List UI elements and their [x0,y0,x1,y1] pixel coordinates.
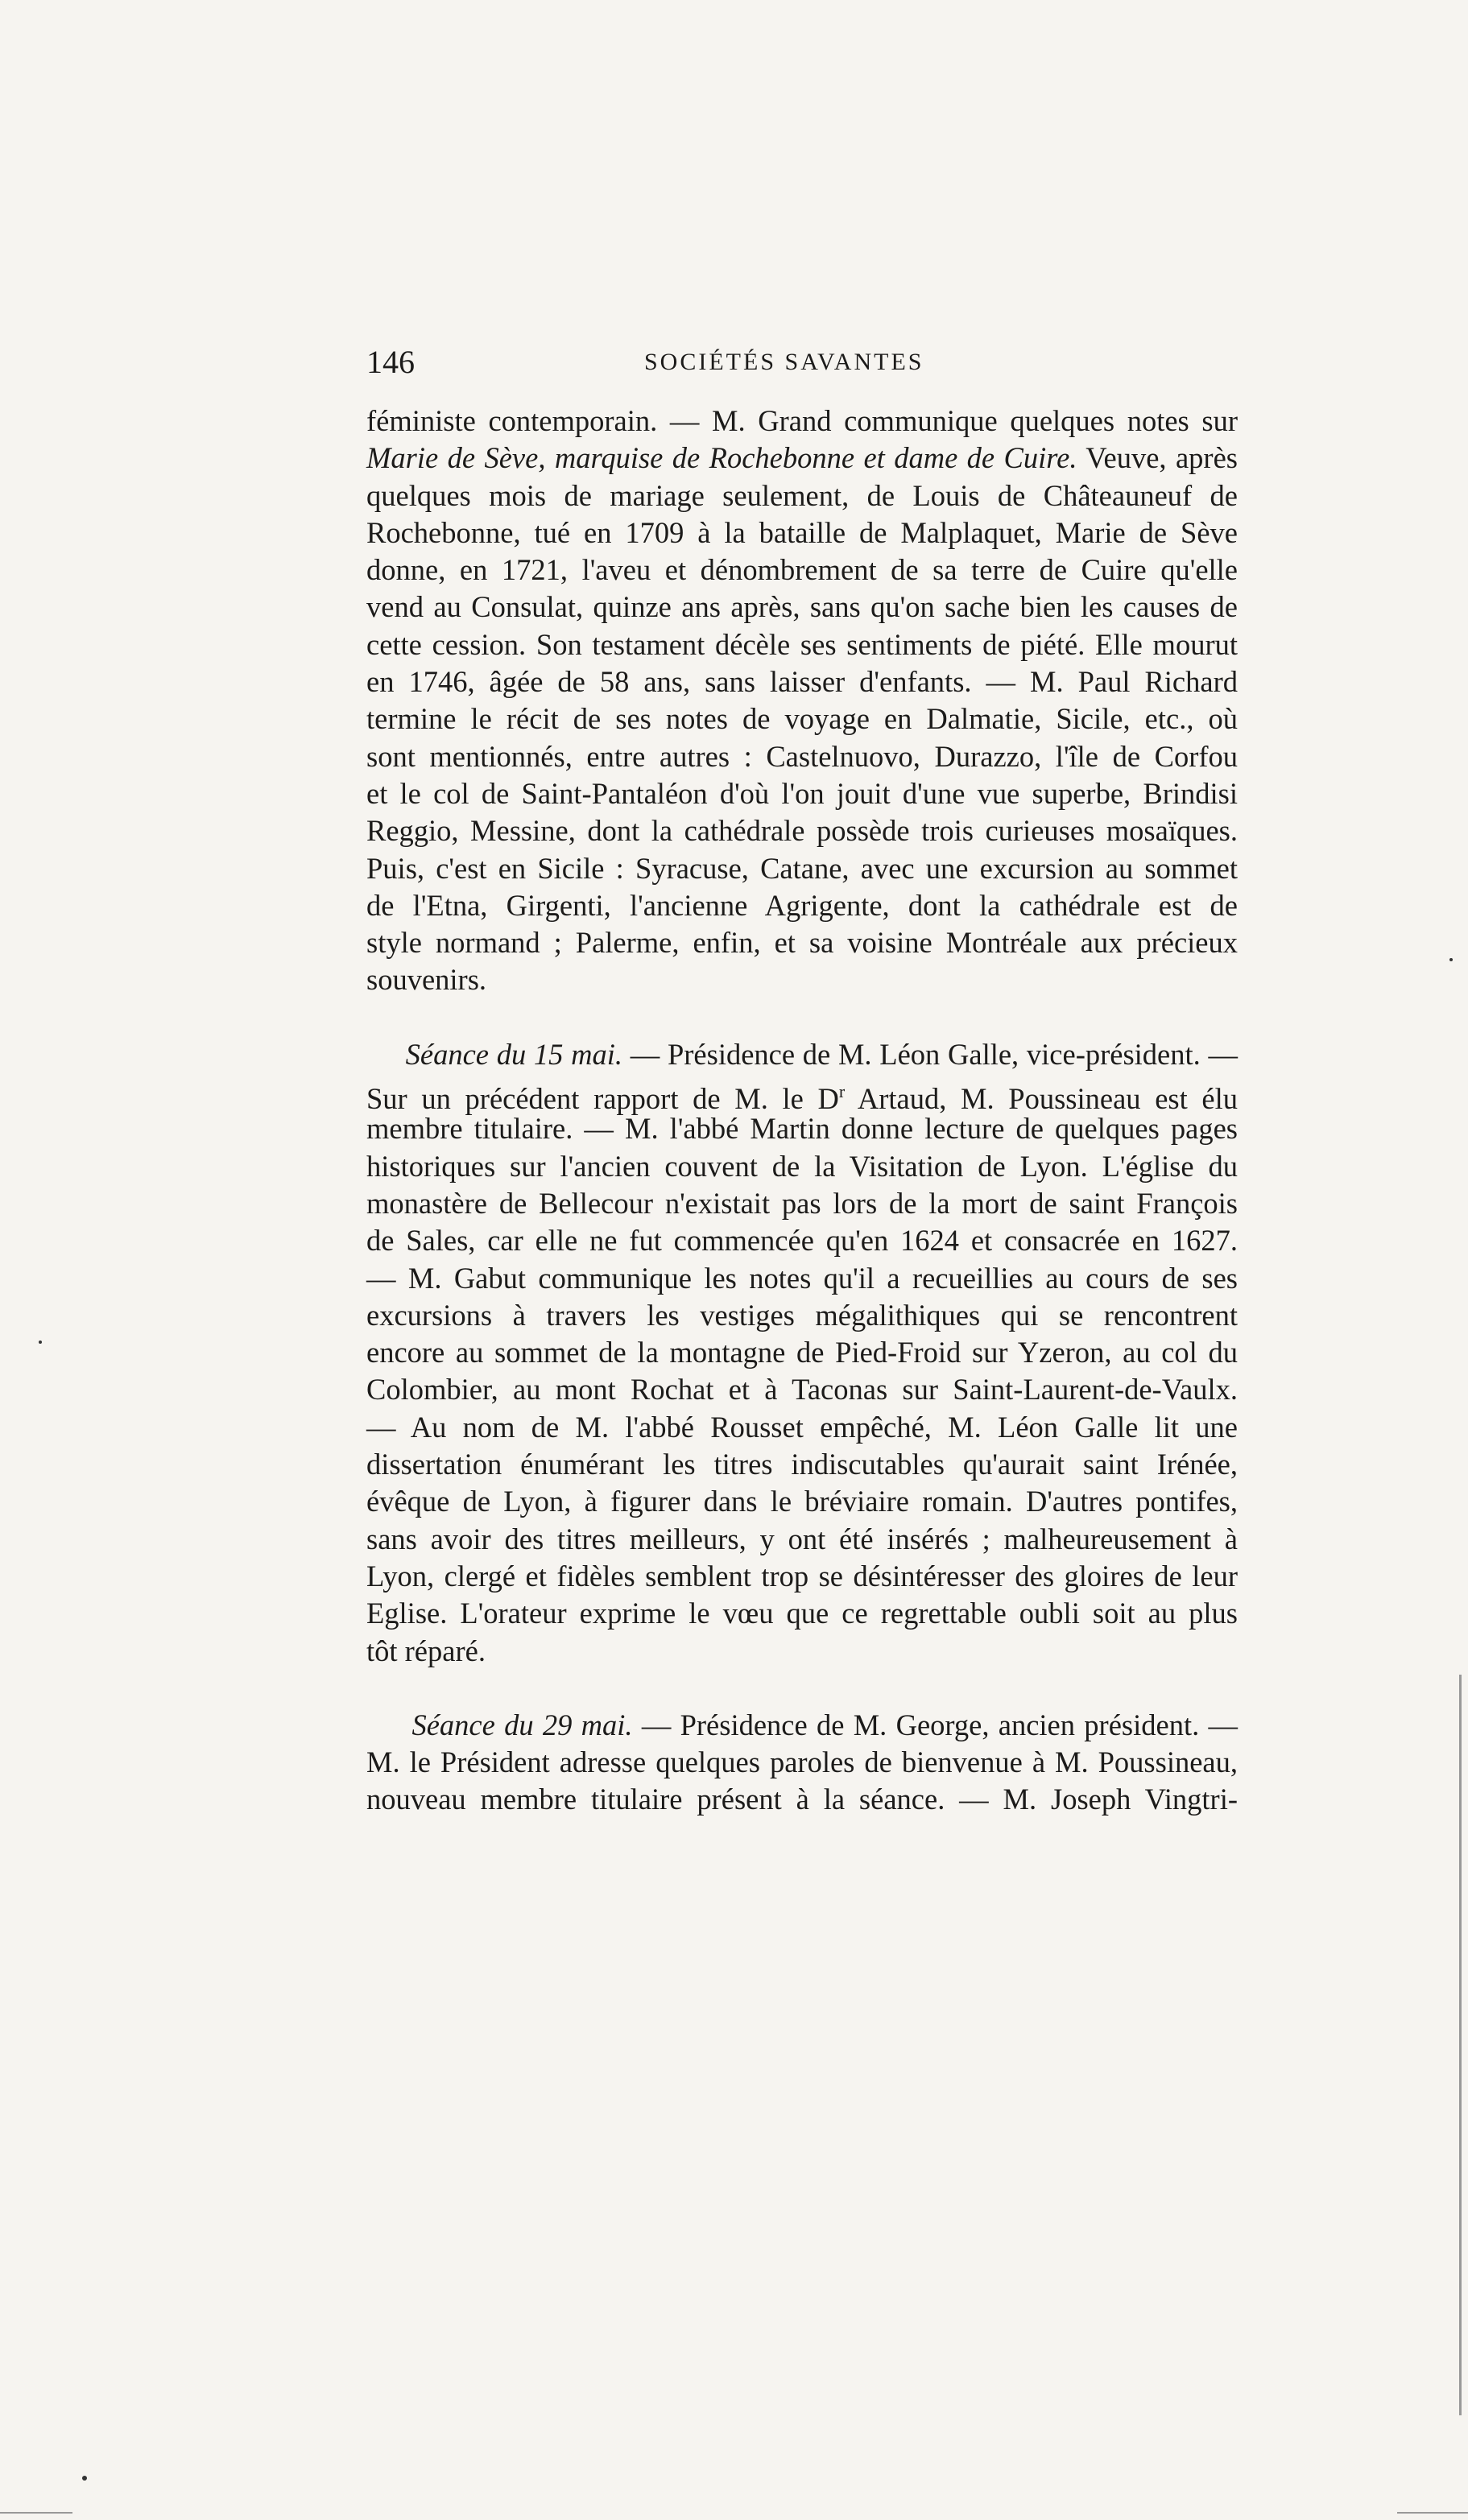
text-line: encore au sommet de la montagne de Pied-Froid sur Yzeron, au col du [366,1336,1238,1369]
text-fragment: — Présidence de M. George, ancien président. — [632,1708,1238,1741]
text-line: quelques mois de mariage seulement, de Louis de Châteauneuf de [366,478,1238,512]
scan-edge-line [1397,2512,1468,2514]
text-fragment: — Présidence de M. Léon Galle, vice-président. — [622,1037,1238,1071]
text-line: dissertation énumérant les titres indiscutables qu'aurait saint Irénée, [366,1448,1238,1481]
italic-title: Marie de Sève, marquise de Rochebonne et dame de Cuire. [366,441,1077,475]
text-line: évêque de Lyon, à figurer dans le bréviaire romain. D'autres pontifes, [366,1485,1238,1518]
paragraph-3 [366,1707,1238,1819]
text-line: Puis, c'est en Sicile : Syracuse, Catane, avec une excursion au sommet [366,851,1238,885]
body-text [366,403,1238,1819]
text-line: féministe contemporain. — M. Grand communique quelques notes sur [366,404,1238,437]
running-head: SOCIÉTÉS SAVANTES [644,349,924,375]
paragraph-gap [366,1670,1238,1707]
text-line: Eglise. L'orateur exprime le vœu que ce regrettable oubli soit au plus [366,1597,1238,1630]
text-line: Reggio, Messine, dont la cathédrale possède trois curieuses mosaïques. [366,814,1238,848]
paragraph-gap [366,999,1238,1036]
scan-speck [82,2476,87,2481]
text-line: vend au Consulat, quinze ans après, sans qu'on sache bien les causes de [366,590,1238,624]
text-line: Rochebonne, tué en 1709 à la bataille de Malplaquet, Marie de Sève [366,515,1238,549]
text-line: sont mentionnés, entre autres : Castelnuovo, Durazzo, l'île de Corfou [366,739,1238,773]
scan-edge-line [1459,1675,1462,2415]
text-line: souvenirs. [366,963,487,997]
paragraph-2 [366,1036,1238,1670]
text-fragment: Veuve, après [1077,441,1238,475]
superscript: r [838,1081,846,1102]
text-line: excursions à travers les vestiges mégalithiques qui se rencontrent [366,1298,1238,1332]
text-fragment: Sur un précédent rapport de M. le D [366,1082,839,1116]
text-line [366,1707,1238,1744]
text-line: membre titulaire. — M. l'abbé Martin donne lecture de quelques pages [366,1112,1238,1146]
scan-speck [39,1341,42,1344]
text-line: sans avoir des titres meilleurs, y ont été insérés ; malheureusement à [366,1522,1238,1555]
text-line: et le col de Saint-Pantaléon d'où l'on jouit d'une vue superbe, Brindisi [366,776,1238,810]
text-fragment: Artaud, M. Poussineau est élu [845,1082,1238,1116]
text-line: termine le récit de ses notes de voyage en Dalmatie, Sicile, etc., où [366,702,1238,736]
text-line: en 1746, âgée de 58 ans, sans laisser d'enfants. — M. Paul Richard [366,665,1238,699]
page-number: 146 [366,344,415,380]
text-line: cette cession. Son testament décèle ses sentiments de piété. Elle mourut [366,627,1238,661]
text-line: M. le Président adresse quelques paroles de bienvenue à M. Poussineau, [366,1745,1238,1779]
text-line: monastère de Bellecour n'existait pas lors de la mort de saint François [366,1186,1238,1220]
text-line: nouveau membre titulaire présent à la séance. — M. Joseph Vingtri- [366,1783,1238,1816]
text-line: de Sales, car elle ne fut commencée qu'en 1624 et consacrée en 1627. [366,1224,1238,1258]
text-line [366,440,1238,477]
text-line: Colombier, au mont Rochat et à Taconas sur Saint-Laurent-de-Vaulx. [366,1373,1238,1407]
session-heading: Séance du 15 mai. [405,1037,623,1071]
text-line: tôt réparé. [366,1634,486,1667]
paragraph-1 [366,403,1238,999]
text-line [366,1073,1238,1116]
text-line [366,1036,1238,1073]
scan-edge-line [0,2512,72,2514]
page-header [366,338,1238,386]
text-line: donne, en 1721, l'aveu et dénombrement de sa terre de Cuire qu'elle [366,553,1238,587]
text-line: — Au nom de M. l'abbé Rousset empêché, M. Léon Galle lit une [366,1410,1238,1444]
text-line: historiques sur l'ancien couvent de la Visitation de Lyon. L'église du [366,1149,1238,1183]
scan-speck [1449,958,1453,961]
text-line: — M. Gabut communique les notes qu'il a recueillies au cours de ses [366,1261,1238,1295]
text-line: Lyon, clergé et fidèles semblent trop se désintéresser des gloires de leur [366,1559,1238,1593]
text-line: de l'Etna, Girgenti, l'ancienne Agrigente, dont la cathédrale est de [366,888,1238,922]
text-line: style normand ; Palerme, enfin, et sa voisine Montréale aux précieux [366,926,1238,960]
session-heading: Séance du 29 mai. [411,1708,633,1741]
